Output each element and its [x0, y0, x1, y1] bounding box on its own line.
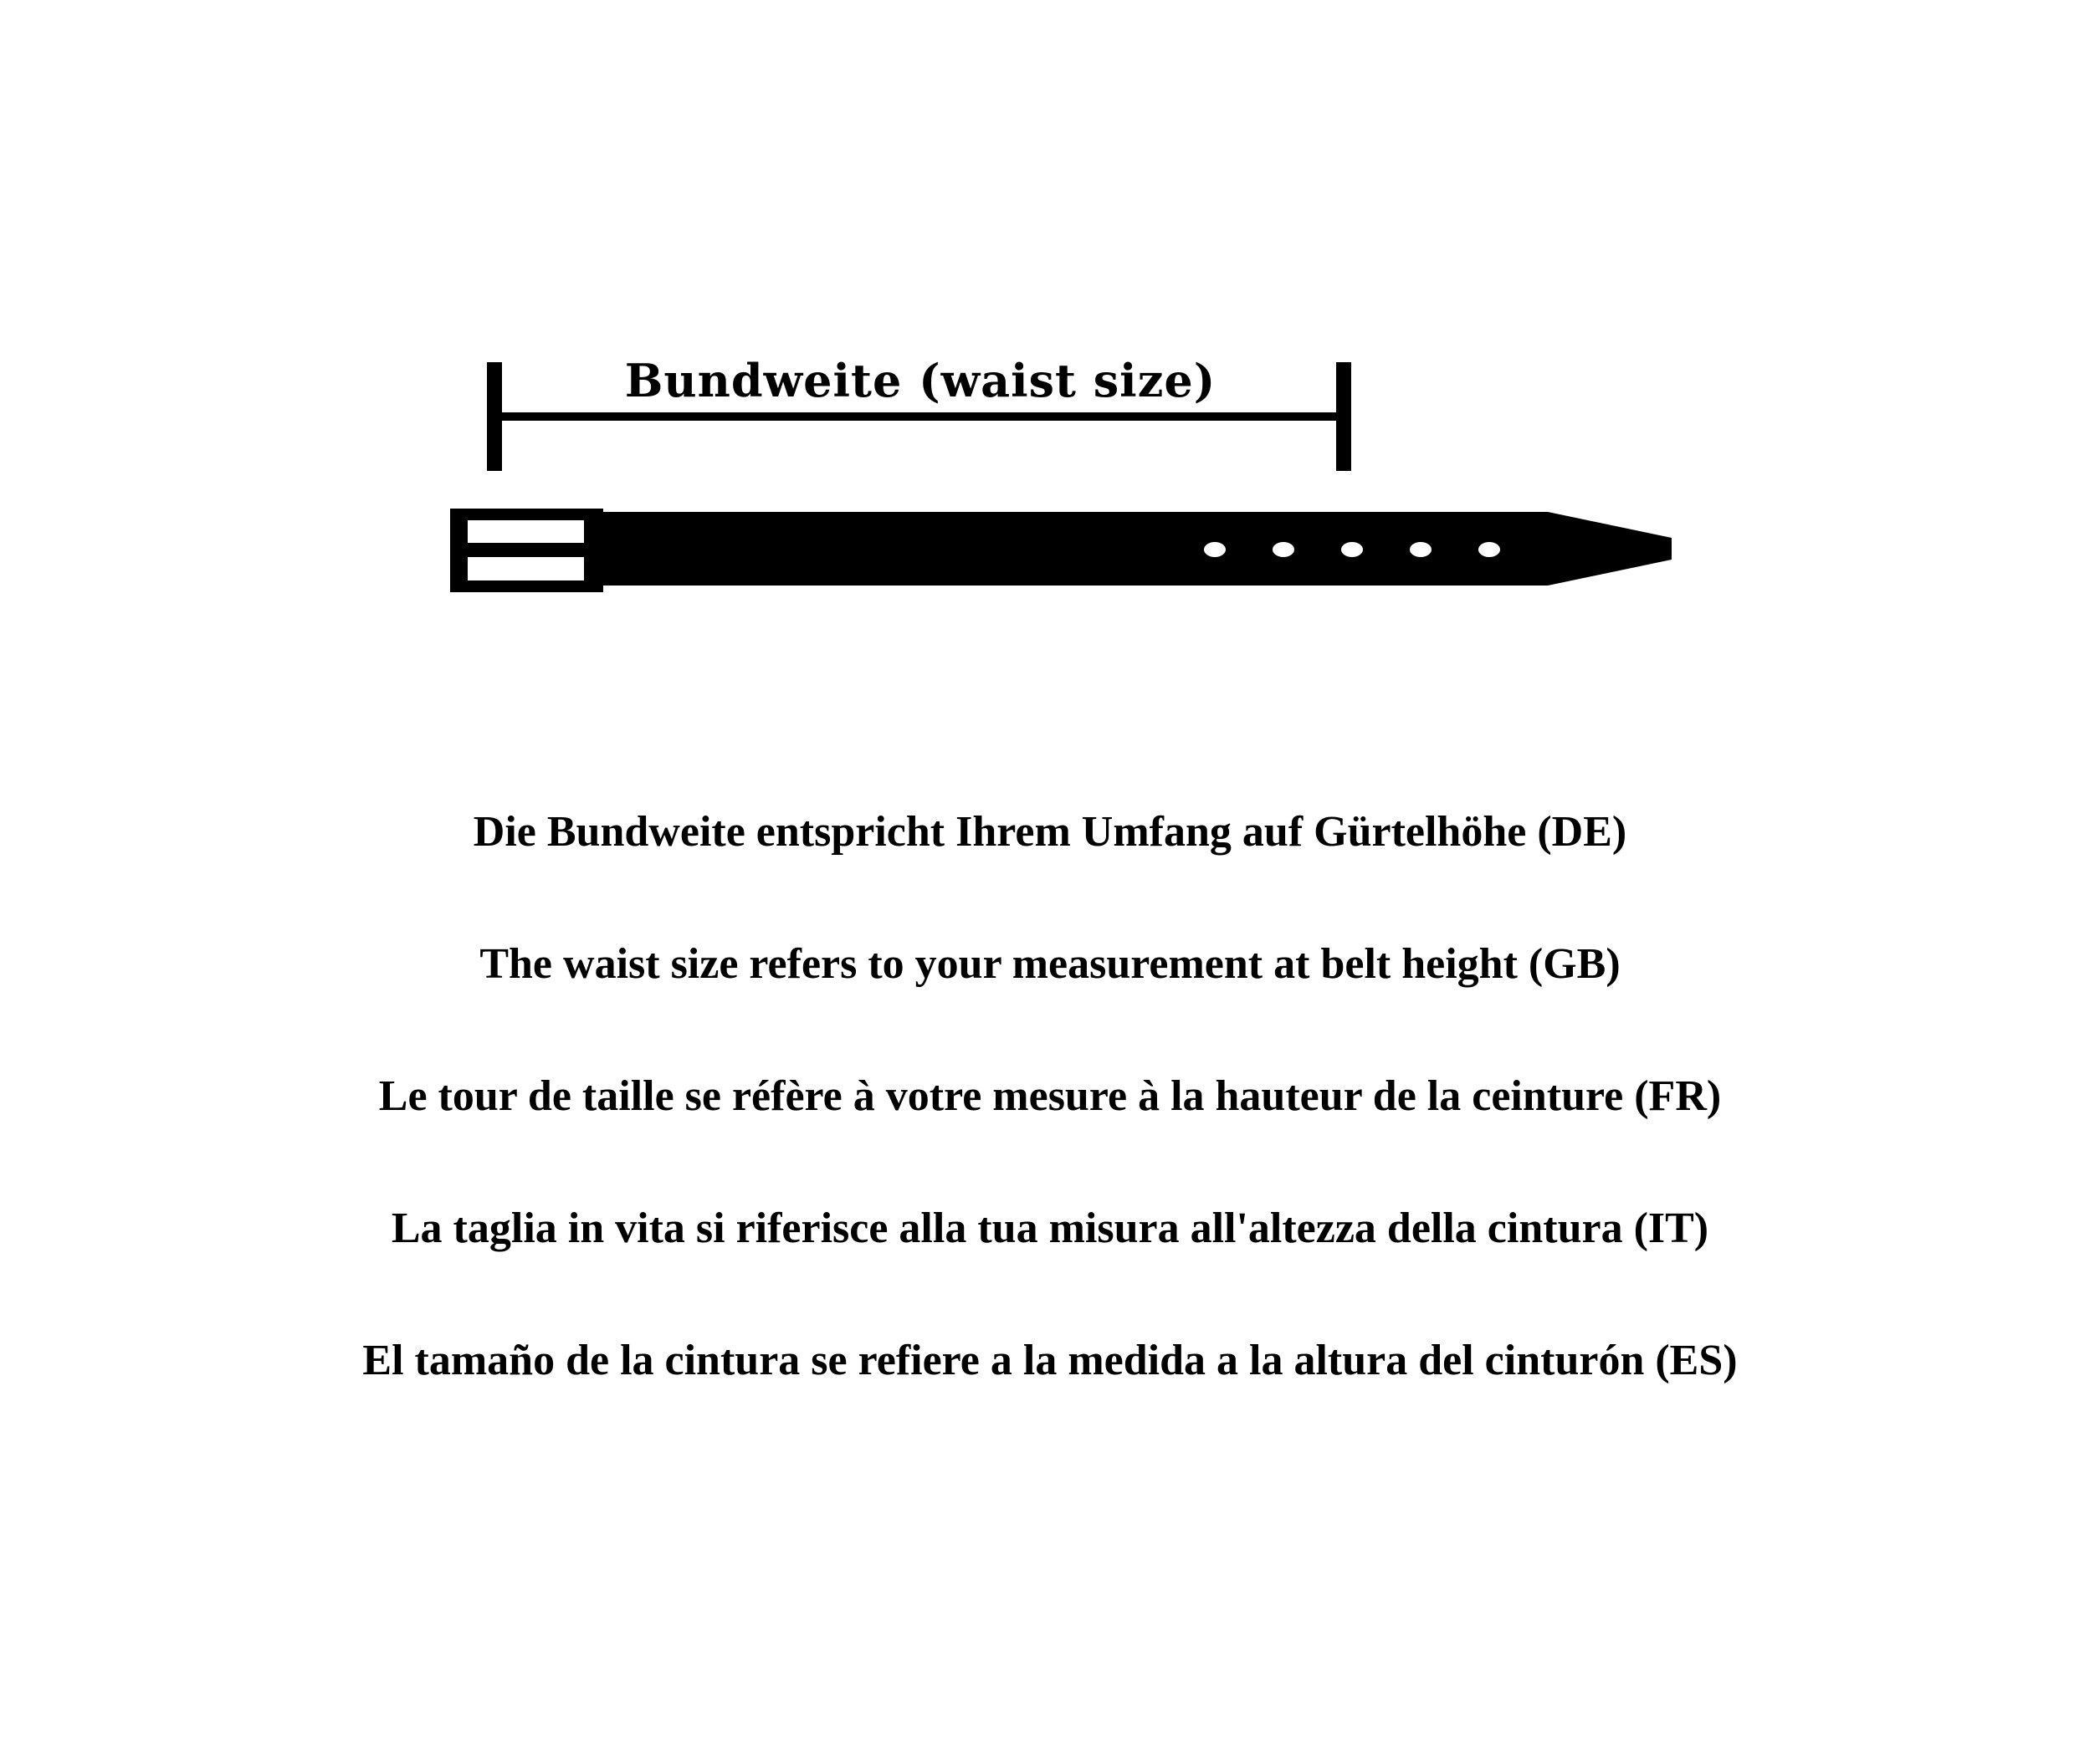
belt-hole	[1410, 542, 1432, 557]
description-es: El tamaño de la cintura se refiere a la medida a la altura del cinturón (ES)	[362, 1337, 1738, 1384]
belt-strap	[601, 512, 1672, 586]
buckle-slot-top	[468, 520, 584, 543]
buckle-slot-bottom	[468, 557, 584, 580]
belt-hole	[1341, 542, 1363, 557]
description-de: Die Bundweite entspricht Ihrem Umfang auf Gürtelhöhe (DE)	[473, 808, 1627, 856]
description-fr: Le tour de taille se réfère à votre mesure à la hauteur de la ceinture (FR)	[378, 1072, 1722, 1120]
description-it: La taglia in vita si riferisce alla tua misura all'altezza della cintura (IT)	[391, 1204, 1709, 1252]
belt-hole	[1204, 542, 1226, 557]
description-gb: The waist size refers to your measurement at belt height (GB)	[479, 940, 1621, 988]
belt-hole	[1273, 542, 1294, 557]
description-list	[0, 807, 2100, 1468]
belt-illustration	[450, 509, 1672, 592]
bracket-line	[494, 412, 1343, 421]
belt-hole	[1478, 542, 1500, 557]
measure-label: Bundweite (waist size)	[624, 354, 1216, 407]
